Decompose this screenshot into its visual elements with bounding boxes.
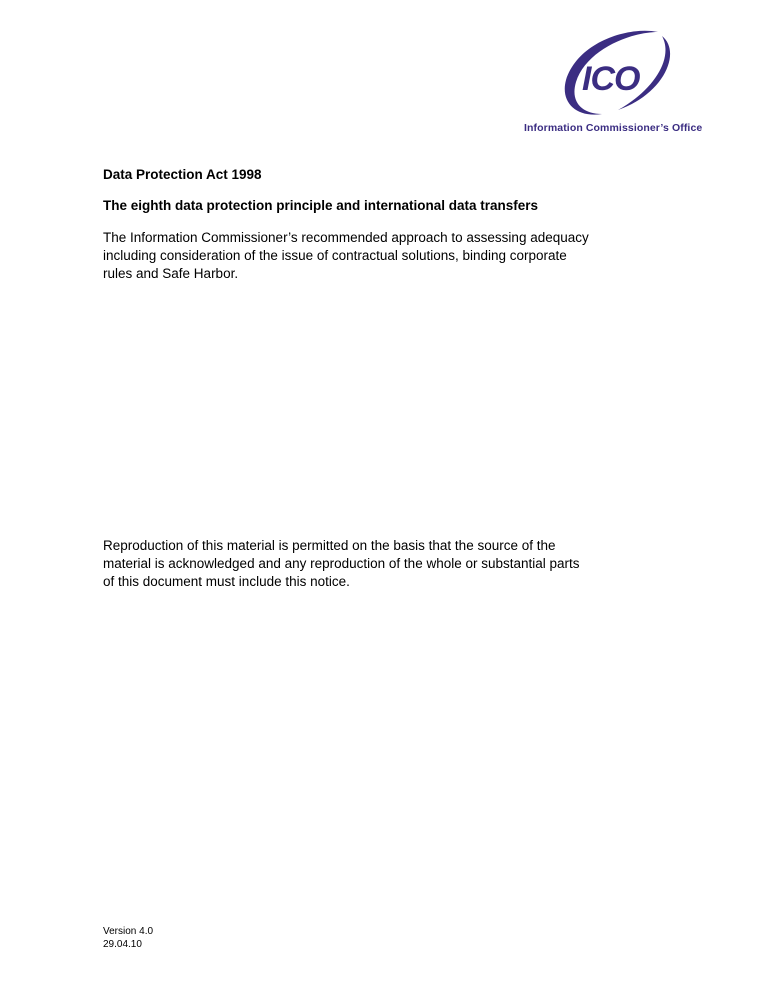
version-date: 29.04.10	[103, 939, 142, 950]
document-footer	[103, 925, 153, 951]
version-label: Version 4.0	[103, 926, 154, 937]
document-description	[103, 229, 663, 283]
document-title: Data Protection Act 1998	[103, 167, 262, 182]
logo-tagline: Information Commissioner’s Office	[524, 122, 703, 134]
ico-logo	[518, 28, 728, 138]
description-line: rules and Safe Harbor.	[103, 266, 239, 281]
ico-logo-icon	[558, 28, 678, 120]
notice-line: of this document must include this notice.	[103, 574, 350, 589]
notice-line: material is acknowledged and any reproduction of the whole or substantial parts	[103, 556, 580, 571]
notice-line: Reproduction of this material is permitted on the basis that the source of the	[103, 538, 556, 553]
reproduction-notice	[103, 537, 663, 591]
ico-wordmark: ICO	[582, 60, 640, 98]
description-line: including consideration of the issue of contractual solutions, binding corporate	[103, 248, 567, 263]
description-line: The Information Commissioner’s recommended approach to assessing adequacy	[103, 230, 589, 245]
document-subtitle: The eighth data protection principle and international data transfers	[103, 198, 539, 213]
